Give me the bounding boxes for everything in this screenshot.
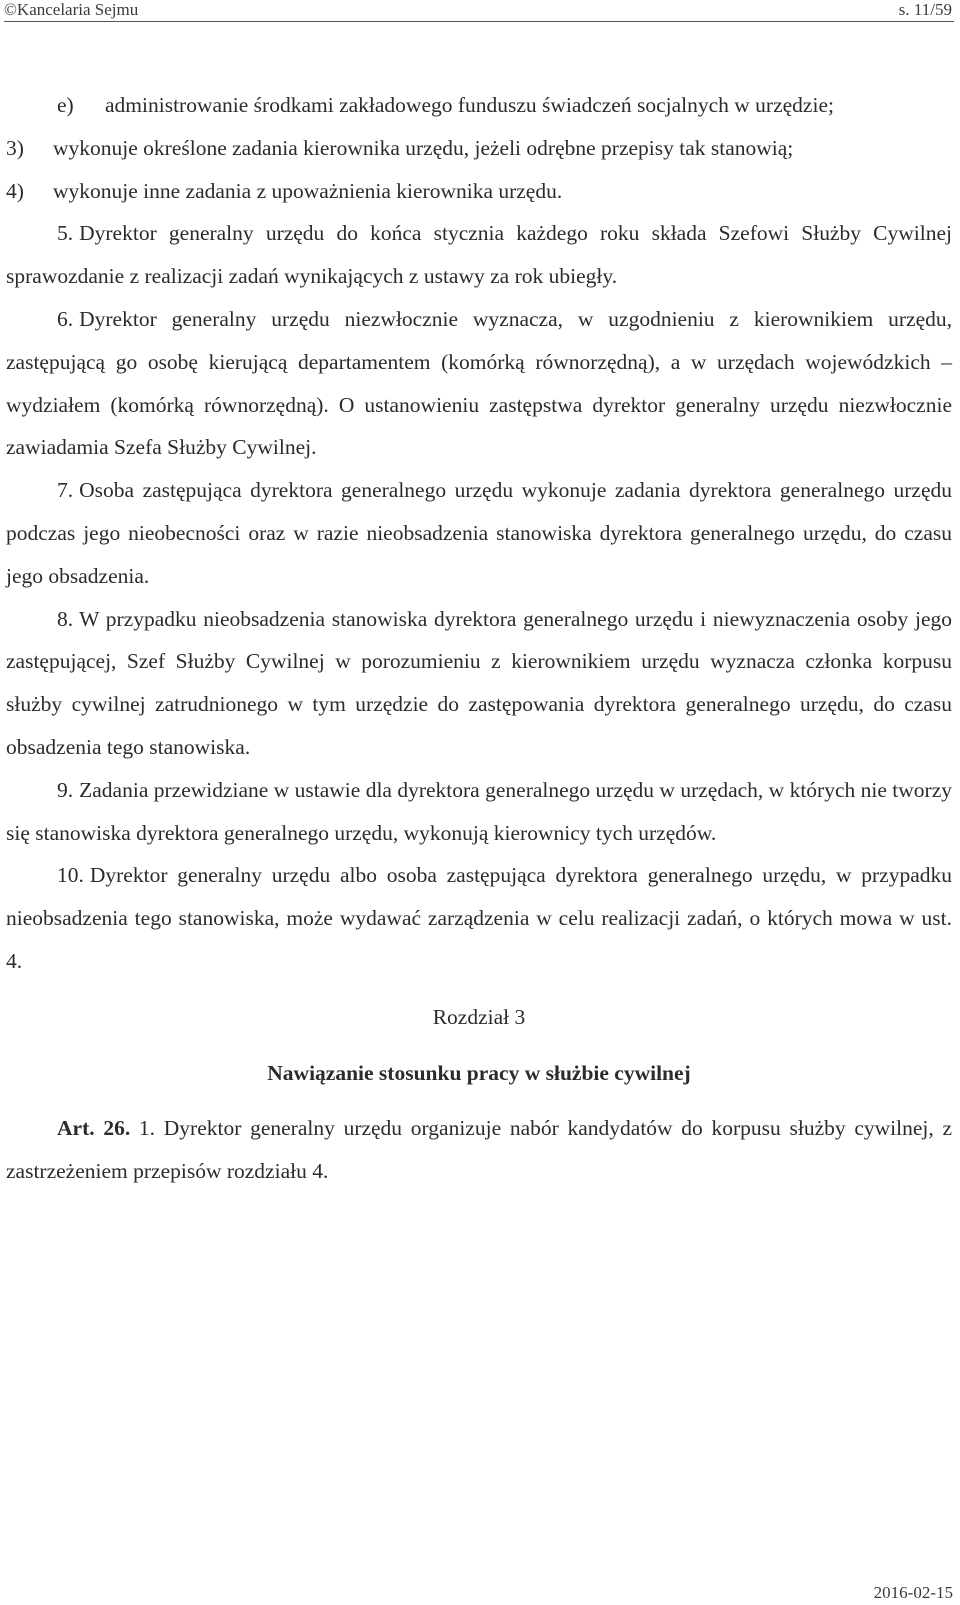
paragraph-10 xyxy=(6,854,952,982)
paragraph-number: 7. xyxy=(57,478,74,503)
list-item-text: wykonuje inne zadania z upoważnienia kierownika urzędu. xyxy=(53,178,563,203)
paragraph-text: Dyrektor generalny urzędu do końca stycznia każdego roku składa Szefowi Służby Cywilnej sprawozdanie z realizacji zadań wynikających z ustawy za rok ubiegły. xyxy=(6,221,952,289)
list-item-marker: 3) xyxy=(6,135,24,160)
paragraph-number: 8. xyxy=(57,606,74,631)
page-header xyxy=(0,0,960,22)
list-item-e xyxy=(6,84,952,127)
list-item-text: administrowanie środkami zakładowego funduszu świadczeń socjalnych w urzędzie; xyxy=(105,93,834,117)
article-label: Art. 26. xyxy=(57,1116,131,1141)
paragraph-8 xyxy=(6,598,952,769)
page-number: s. 11/59 xyxy=(898,0,952,19)
list-item-marker: e) xyxy=(57,93,74,117)
paragraph-number: 6. xyxy=(57,306,74,331)
list-item-3 xyxy=(6,127,952,170)
paragraph-9 xyxy=(6,769,952,855)
paragraph-number: 9. xyxy=(57,777,74,802)
chapter-title: Nawiązanie stosunku pracy w służbie cywilnej xyxy=(267,1060,691,1085)
chapter-number: Rozdział 3 xyxy=(432,1004,526,1029)
header-divider xyxy=(4,21,954,22)
paragraph-6 xyxy=(6,298,952,469)
paragraph-5 xyxy=(6,212,952,298)
list-item-marker: 4) xyxy=(6,178,24,203)
paragraph-number: 10. xyxy=(57,863,84,888)
publication-date: 2016-02-15 xyxy=(873,1583,953,1602)
list-item-text: wykonuje określone zadania kierownika urzędu, jeżeli odrębne przepisy tak stanowią; xyxy=(53,135,794,160)
paragraph-text: W przypadku nieobsadzenia stanowiska dyrektora generalnego urzędu i niewyznaczenia osoby jego zastępującej, Szef Służby Cywilnej w porozumieniu z kierownikiem urzędu wyznacza członka korpusu służby cywilnej zatrudnionego w tym urzędzie do zastępowania dyrektora generalnego urzędu, do czasu obsadzenia tego stanowiska. xyxy=(6,606,952,759)
paragraph-number: 5. xyxy=(57,221,74,246)
copyright-label: ©Kancelaria Sejmu xyxy=(4,0,139,19)
document-body xyxy=(6,84,952,1193)
paragraph-text: Dyrektor generalny urzędu albo osoba zastępująca dyrektora generalnego urzędu, w przypadku nieobsadzenia tego stanowiska, może wydawać zarządzenia w celu realizacji zadań, o których mowa w ust. 4. xyxy=(6,863,952,973)
article-26 xyxy=(6,1107,952,1193)
paragraph-text: Dyrektor generalny urzędu niezwłocznie wyznacza, w uzgodnieniu z kierownikiem urzędu, zastępującą go osobę kierującą departamentem (komórką równorzędną), a w urzędach wojewódzkich – wydziałem (komórką równorzędną). O ustanowieniu zastępstwa dyrektor generalny urzędu niezwłocznie zawiadamia Szefa Służby Cywilnej. xyxy=(6,306,952,460)
paragraph-text: Zadania przewidziane w ustawie dla dyrektora generalnego urzędu w urzędach, w których nie tworzy się stanowiska dyrektora generalnego urzędu, wykonują kierownicy tych urzędów. xyxy=(6,777,952,845)
paragraph-text: Osoba zastępująca dyrektora generalnego urzędu wykonuje zadania dyrektora generalnego urzędu podczas jego nieobecności oraz w razie nieobsadzenia stanowiska dyrektora generalnego urzędu, do czasu jego obsadzenia. xyxy=(6,478,952,588)
paragraph-7 xyxy=(6,469,952,597)
article-paragraph-number: 1. xyxy=(138,1116,156,1141)
list-item-4 xyxy=(6,170,952,213)
article-text: Dyrektor generalny urzędu organizuje nabór kandydatów do korpusu służby cywilnej, z zastrzeżeniem przepisów rozdziału 4. xyxy=(6,1116,953,1184)
